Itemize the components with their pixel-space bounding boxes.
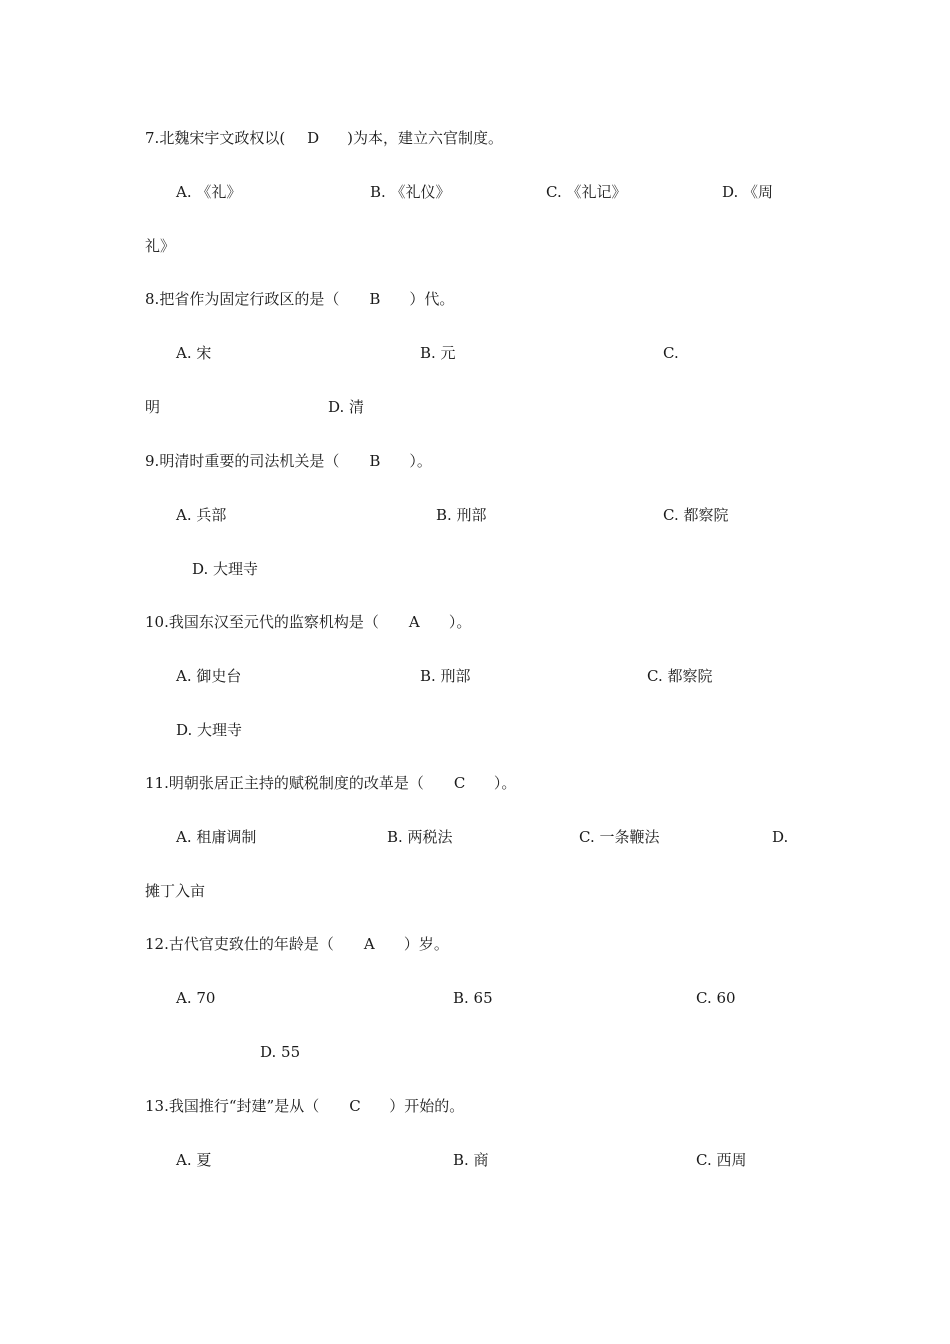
option-b: B. 刑部 [436, 506, 487, 524]
question-9-stem [145, 451, 432, 471]
option-d: D. 清 [328, 398, 365, 416]
option-a: A. 夏 [176, 1151, 212, 1169]
question-number: 13. [145, 1097, 169, 1115]
answer-letter: C [349, 1097, 361, 1115]
option-d-continued: 摊丁入亩 [145, 882, 206, 900]
option-b: B. 元 [420, 344, 456, 362]
option-a: A. 御史台 [176, 667, 242, 685]
option-d-continued: 礼》 [145, 237, 176, 255]
option-d: D. 大理寺 [176, 721, 243, 739]
question-number: 10. [145, 613, 169, 631]
option-c: C. 都察院 [647, 667, 713, 685]
answer-letter: B [369, 290, 381, 308]
option-a: A. 租庸调制 [176, 828, 257, 846]
question-11-stem [145, 773, 516, 793]
option-c: C. 都察院 [663, 506, 729, 524]
option-c: C. [663, 344, 679, 362]
option-c: C. 60 [696, 989, 736, 1007]
option-a: A. 宋 [176, 344, 212, 362]
question-text-after: )为本，建立六官制度。 [347, 129, 504, 147]
option-c: C. 一条鞭法 [579, 828, 660, 846]
answer-letter: B [369, 452, 381, 470]
question-text: 明朝张居正主持的赋税制度的改革是（ [168, 774, 424, 792]
option-a: A. 兵部 [176, 506, 227, 524]
option-b: B. 两税法 [387, 828, 453, 846]
question-13-stem [145, 1096, 464, 1116]
answer-letter: C [453, 774, 466, 792]
option-b: B. 《礼仪》 [370, 183, 451, 201]
question-text: 明清时重要的司法机关是（ [159, 452, 340, 470]
question-text-after: ）。 [493, 774, 517, 792]
option-c: C. 《礼记》 [546, 183, 627, 201]
question-number: 11. [145, 774, 169, 792]
question-text: 我国推行“封建”是从（ [168, 1097, 320, 1115]
question-number: 12. [145, 935, 169, 953]
question-number: 9. [145, 452, 160, 470]
option-b: B. 刑部 [420, 667, 471, 685]
question-number: 7. [145, 129, 160, 147]
option-b: B. 商 [453, 1151, 489, 1169]
answer-letter: A [363, 935, 375, 953]
option-d: D. 《周 [722, 183, 774, 201]
question-text: 北魏宋宇文政权以( [159, 129, 286, 147]
question-text-after: ）岁。 [403, 935, 449, 953]
option-a: A. 《礼》 [176, 183, 242, 201]
option-c: C. 西周 [696, 1151, 747, 1169]
question-number: 8. [145, 290, 160, 308]
question-8-stem [145, 289, 454, 309]
option-d: D. 55 [260, 1043, 301, 1061]
question-text-after: ）。 [409, 452, 432, 470]
question-text-after: ）。 [448, 613, 472, 631]
option-d: D. [772, 828, 789, 846]
answer-letter: A [408, 613, 420, 631]
question-12-stem [145, 934, 449, 954]
question-text: 古代官吏致仕的年龄是（ [168, 935, 334, 953]
option-b: B. 65 [453, 989, 493, 1007]
option-d: D. 大理寺 [192, 560, 259, 578]
question-7-stem [145, 128, 503, 148]
question-10-stem [145, 612, 471, 632]
question-text: 把省作为固定行政区的是（ [159, 290, 340, 308]
answer-letter: D [307, 129, 320, 147]
option-a: A. 70 [176, 989, 216, 1007]
option-c-continued: 明 [145, 398, 161, 416]
question-text: 我国东汉至元代的监察机构是（ [168, 613, 379, 631]
question-text-after: ）开始的。 [389, 1097, 465, 1115]
question-text-after: ）代。 [409, 290, 455, 308]
